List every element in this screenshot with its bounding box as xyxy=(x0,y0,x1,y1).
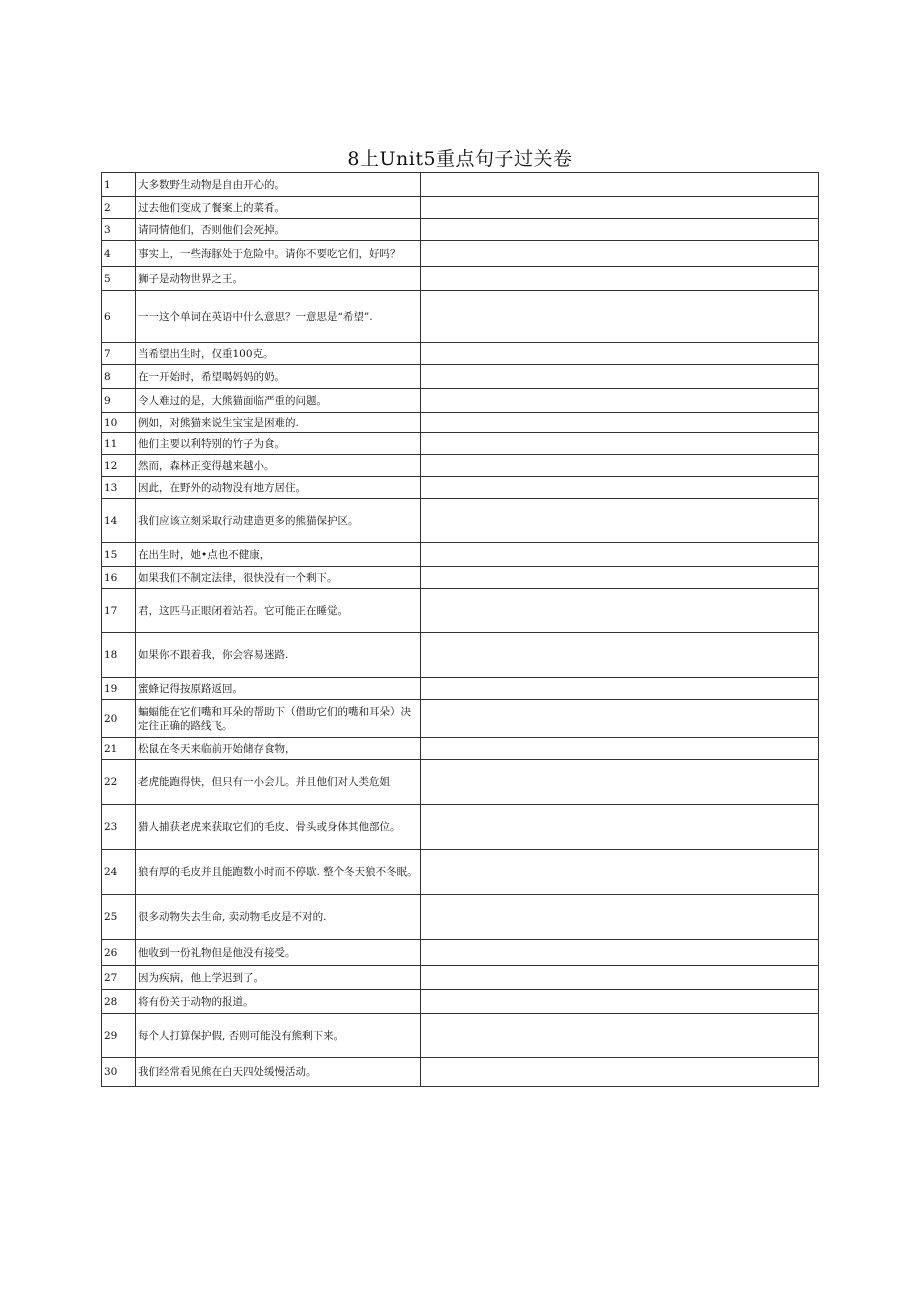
answer-cell[interactable] xyxy=(421,173,819,197)
table-row xyxy=(102,499,819,543)
chinese-sentence: 松鼠在冬天来临前开始储存食物， xyxy=(136,738,421,760)
row-number: 17 xyxy=(102,589,136,633)
table-row xyxy=(102,700,819,738)
answer-cell[interactable] xyxy=(421,197,819,219)
chinese-sentence: 当希望出生时，仅重100克。 xyxy=(136,343,421,365)
row-number: 11 xyxy=(102,433,136,455)
row-number: 10 xyxy=(102,413,136,433)
table-row xyxy=(102,633,819,678)
table-row xyxy=(102,990,819,1014)
row-number: 3 xyxy=(102,219,136,241)
table-row xyxy=(102,241,819,267)
table-row xyxy=(102,1014,819,1058)
answer-cell[interactable] xyxy=(421,1014,819,1058)
chinese-sentence: 因此，在野外的动物没有地方居住。 xyxy=(136,477,421,499)
answer-cell[interactable] xyxy=(421,477,819,499)
chinese-sentence: 例如，对熊猫来说生宝宝是困难的. xyxy=(136,413,421,433)
table-row xyxy=(102,173,819,197)
table-row xyxy=(102,343,819,365)
row-number: 24 xyxy=(102,850,136,895)
table-row xyxy=(102,589,819,633)
table-row xyxy=(102,455,819,477)
table-row xyxy=(102,850,819,895)
answer-cell[interactable] xyxy=(421,455,819,477)
chinese-sentence: 过去他们变成了餐案上的菜肴。 xyxy=(136,197,421,219)
row-number: 8 xyxy=(102,365,136,389)
answer-cell[interactable] xyxy=(421,1058,819,1087)
row-number: 7 xyxy=(102,343,136,365)
chinese-sentence: 令人难过的是，大熊猫面临严重的问题。 xyxy=(136,389,421,413)
chinese-sentence: 如果你不跟着我，你会容易迷路. xyxy=(136,633,421,678)
answer-cell[interactable] xyxy=(421,499,819,543)
table-row xyxy=(102,291,819,343)
chinese-sentence: 他收到一份礼物但是他没有接受。 xyxy=(136,940,421,966)
sentence-table-body xyxy=(102,173,819,1087)
row-number: 18 xyxy=(102,633,136,678)
answer-cell[interactable] xyxy=(421,365,819,389)
table-row xyxy=(102,895,819,940)
table-row xyxy=(102,543,819,567)
chinese-sentence: 一一这个单词在英语中什么意思？一意思是“希望”. xyxy=(136,291,421,343)
answer-cell[interactable] xyxy=(421,990,819,1014)
chinese-sentence: 然而，森林正变得越来越小。 xyxy=(136,455,421,477)
row-number: 6 xyxy=(102,291,136,343)
table-row xyxy=(102,267,819,291)
row-number: 2 xyxy=(102,197,136,219)
chinese-sentence: 狮子是动物世界之王。 xyxy=(136,267,421,291)
answer-cell[interactable] xyxy=(421,760,819,805)
table-row xyxy=(102,1058,819,1087)
row-number: 26 xyxy=(102,940,136,966)
chinese-sentence: 我们应该立刻采取行动建造更多的熊猫保护区。 xyxy=(136,499,421,543)
table-row xyxy=(102,678,819,700)
chinese-sentence: 请同情他们，否则他们会死掉。 xyxy=(136,219,421,241)
table-row xyxy=(102,389,819,413)
row-number: 21 xyxy=(102,738,136,760)
row-number: 23 xyxy=(102,805,136,850)
page-title: 8上Unit5重点句子过关卷 xyxy=(347,148,573,170)
answer-cell[interactable] xyxy=(421,700,819,738)
answer-cell[interactable] xyxy=(421,267,819,291)
row-number: 27 xyxy=(102,966,136,990)
row-number: 13 xyxy=(102,477,136,499)
answer-cell[interactable] xyxy=(421,805,819,850)
table-row xyxy=(102,433,819,455)
chinese-sentence: 蜜蜂记得按原路返回。 xyxy=(136,678,421,700)
chinese-sentence: 猎人捕获老虎来获取它们的毛皮、骨头或身体其他部位。 xyxy=(136,805,421,850)
answer-cell[interactable] xyxy=(421,219,819,241)
answer-cell[interactable] xyxy=(421,343,819,365)
answer-cell[interactable] xyxy=(421,966,819,990)
row-number: 29 xyxy=(102,1014,136,1058)
table-row xyxy=(102,567,819,589)
chinese-sentence: 老虎能跑得快，但只有一小会儿。并且他们对人类危姐 xyxy=(136,760,421,805)
answer-cell[interactable] xyxy=(421,291,819,343)
chinese-sentence: 狼有厚的毛皮并且能跑数小时而不停歇. 整个冬天狼不冬眠。 xyxy=(136,850,421,895)
table-row xyxy=(102,760,819,805)
answer-cell[interactable] xyxy=(421,433,819,455)
answer-cell[interactable] xyxy=(421,940,819,966)
answer-cell[interactable] xyxy=(421,738,819,760)
row-number: 19 xyxy=(102,678,136,700)
table-row xyxy=(102,219,819,241)
table-row xyxy=(102,966,819,990)
answer-cell[interactable] xyxy=(421,543,819,567)
chinese-sentence: 如果我们不制定法律，很快没有一个剩下。 xyxy=(136,567,421,589)
answer-cell[interactable] xyxy=(421,413,819,433)
chinese-sentence: 蝙蝠能在它们嘴和耳朵的帮助下（借助它们的嘴和耳朵）决定往正确的路线飞。 xyxy=(136,700,421,738)
chinese-sentence: 大多数野生动物是自由开心的。 xyxy=(136,173,421,197)
answer-cell[interactable] xyxy=(421,589,819,633)
row-number: 5 xyxy=(102,267,136,291)
answer-cell[interactable] xyxy=(421,895,819,940)
table-row xyxy=(102,738,819,760)
chinese-sentence: 在出生时，她•点也不健康， xyxy=(136,543,421,567)
row-number: 12 xyxy=(102,455,136,477)
table-row xyxy=(102,197,819,219)
table-row xyxy=(102,365,819,389)
chinese-sentence: 将有份关于动物的报道。 xyxy=(136,990,421,1014)
answer-cell[interactable] xyxy=(421,850,819,895)
answer-cell[interactable] xyxy=(421,567,819,589)
sentence-table xyxy=(101,172,819,1087)
row-number: 16 xyxy=(102,567,136,589)
table-row xyxy=(102,413,819,433)
chinese-sentence: 因为疾病，他上学迟到了。 xyxy=(136,966,421,990)
chinese-sentence: 每个人打算保护假, 否则可能没有熊剩下来。 xyxy=(136,1014,421,1058)
row-number: 14 xyxy=(102,499,136,543)
table-row xyxy=(102,940,819,966)
answer-cell[interactable] xyxy=(421,389,819,413)
answer-cell[interactable] xyxy=(421,633,819,678)
chinese-sentence: 在一开始时，希望喝妈妈的奶。 xyxy=(136,365,421,389)
chinese-sentence: 事实上，一些海豚处于危险中。请你不要吃它们，好吗？ xyxy=(136,241,421,267)
table-row xyxy=(102,477,819,499)
answer-cell[interactable] xyxy=(421,678,819,700)
row-number: 9 xyxy=(102,389,136,413)
row-number: 15 xyxy=(102,543,136,567)
row-number: 22 xyxy=(102,760,136,805)
row-number: 1 xyxy=(102,173,136,197)
row-number: 25 xyxy=(102,895,136,940)
row-number: 20 xyxy=(102,700,136,738)
row-number: 4 xyxy=(102,241,136,267)
chinese-sentence: 很多动物失去生命, 卖动物毛皮是不对的. xyxy=(136,895,421,940)
answer-cell[interactable] xyxy=(421,241,819,267)
row-number: 28 xyxy=(102,990,136,1014)
row-number: 30 xyxy=(102,1058,136,1087)
table-row xyxy=(102,805,819,850)
chinese-sentence: 他们主要以利特别的竹子为食。 xyxy=(136,433,421,455)
chinese-sentence: 君，这匹马正眼闭着站若。它可能正在睡觉。 xyxy=(136,589,421,633)
chinese-sentence: 我们经常看见熊在白天四处缓慢活动。 xyxy=(136,1058,421,1087)
